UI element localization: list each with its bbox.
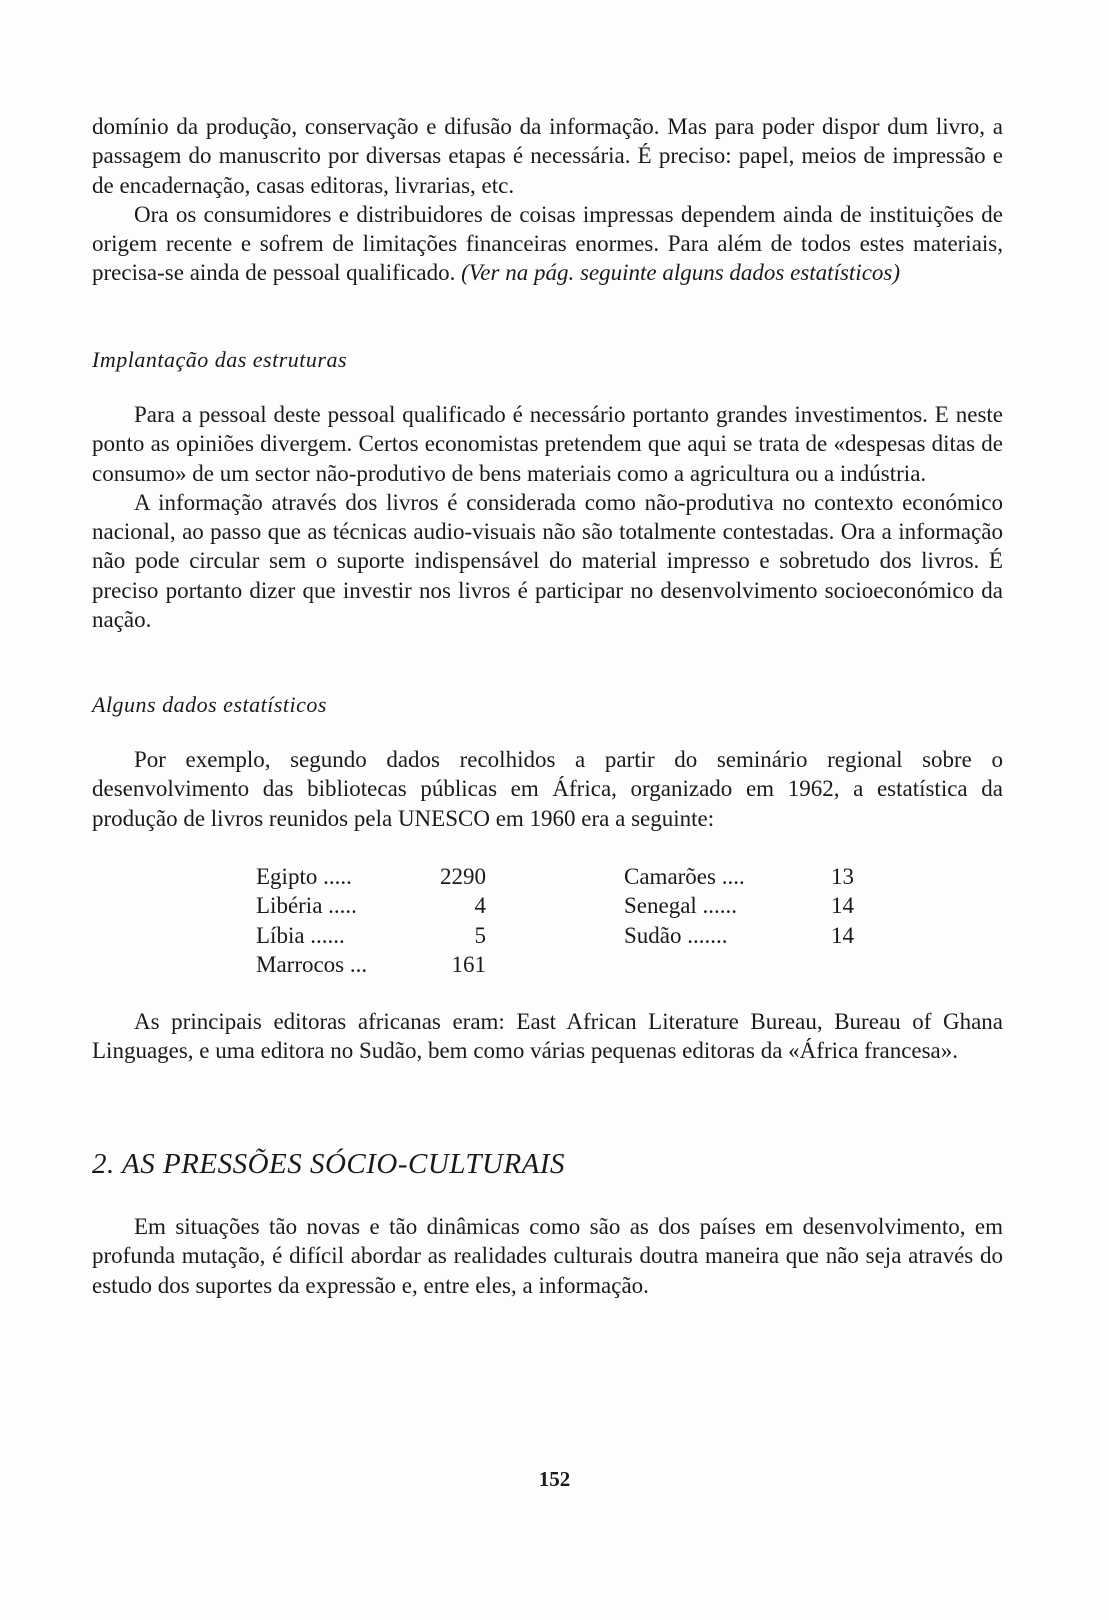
table-row bbox=[624, 891, 854, 920]
paragraph-1 bbox=[92, 112, 1003, 288]
table-row bbox=[624, 862, 854, 891]
country: Marrocos ... bbox=[256, 951, 368, 977]
page-number: 152 bbox=[538, 1467, 571, 1491]
table-row bbox=[256, 950, 486, 979]
value: 4 bbox=[474, 893, 486, 919]
value: 2290 bbox=[440, 864, 486, 889]
country: Egipto ..... bbox=[256, 864, 352, 889]
statistics-table-left bbox=[256, 862, 486, 979]
country: Sudão ....... bbox=[624, 922, 728, 948]
paragraph-5 bbox=[92, 1212, 1003, 1300]
value: 161 bbox=[451, 951, 486, 977]
paragraph-text: A informação através dos livros é considerada como não-produtiva no contexto económico nacional, ao passo que as técnicas audio-visuais não são totalmente contestadas. Ora a informação não pode circular sem o suporte indispensável do material impresso e sobretudo dos livros. É preciso portanto dizer que investir nos livros é participar no desenvolvimento socioeconómico da nação. bbox=[92, 489, 1003, 633]
country: Libéria ..... bbox=[256, 893, 357, 919]
paragraph-text: Por exemplo, segundo dados recolhidos a partir do seminário regional sobre o desenvolvimento das bibliotecas públicas em África, organizado em 1962, a estatística da produção de livros reunidos pela UNESCO em 1960 era a seguinte: bbox=[92, 747, 1003, 831]
paragraph-3 bbox=[92, 745, 1003, 833]
country: Líbia ...... bbox=[256, 922, 345, 948]
heading-dados: Alguns dados estatísticos bbox=[92, 692, 327, 717]
paragraph-text: Para a pessoal deste pessoal qualificado é necessário portanto grandes investimentos. E neste ponto as opiniões divergem. Certos economistas pretendem que aqui se trata de «despesas ditas de consumo» de um sector não-produtivo de bens materiais como a agricultura ou a indústria. bbox=[92, 402, 1003, 486]
value: 14 bbox=[831, 893, 854, 919]
country: Senegal ...... bbox=[624, 893, 738, 919]
paragraph-text: domínio da produção, conservação e difusão da informação. Mas para poder dispor dum livro, a passagem do manuscrito por diversas etapas é necessária. É preciso: papel, meios de impressão e de encadernação, casas editoras, livrarias, etc. bbox=[92, 114, 1003, 198]
paragraph-text bbox=[92, 200, 1003, 288]
section-title: 2. AS PRESSÕES SÓCIO-CULTURAIS bbox=[92, 1148, 566, 1180]
cross-reference: (Ver na pág. seguinte alguns dados estatísticos) bbox=[461, 260, 901, 286]
table-row bbox=[256, 862, 486, 891]
text-span: Ora os consumidores e distribuidores de coisas impressas dependem ainda de instituições de origem recente e sofrem de limitações financeiras enormes. Para além de todos estes materiais, precisa-se ainda de pessoal qualificado. bbox=[92, 201, 1003, 286]
statistics-table-right bbox=[624, 862, 854, 950]
table-row bbox=[256, 921, 486, 950]
paragraph-2 bbox=[92, 400, 1003, 634]
table-row bbox=[256, 891, 486, 920]
paragraph-4 bbox=[92, 1007, 1003, 1066]
heading-implantacao: Implantação das estruturas bbox=[92, 347, 347, 372]
paragraph-text: As principais editoras africanas eram: East African Literature Bureau, Bureau of Ghana Linguages, e uma editora no Sudão, bem como várias pequenas editoras da «África francesa». bbox=[92, 1009, 1003, 1064]
value: 14 bbox=[831, 922, 854, 948]
value: 5 bbox=[474, 922, 486, 948]
value: 13 bbox=[831, 864, 854, 889]
paragraph-text: Em situações tão novas e tão dinâmicas como são as dos países em desenvolvimento, em profunda mutação, é difícil abordar as realidades culturais doutra maneira que não seja através do estudo dos suportes da expressão e, entre eles, a informação. bbox=[92, 1214, 1003, 1298]
country: Camarões .... bbox=[624, 864, 745, 889]
table-row bbox=[624, 921, 854, 950]
